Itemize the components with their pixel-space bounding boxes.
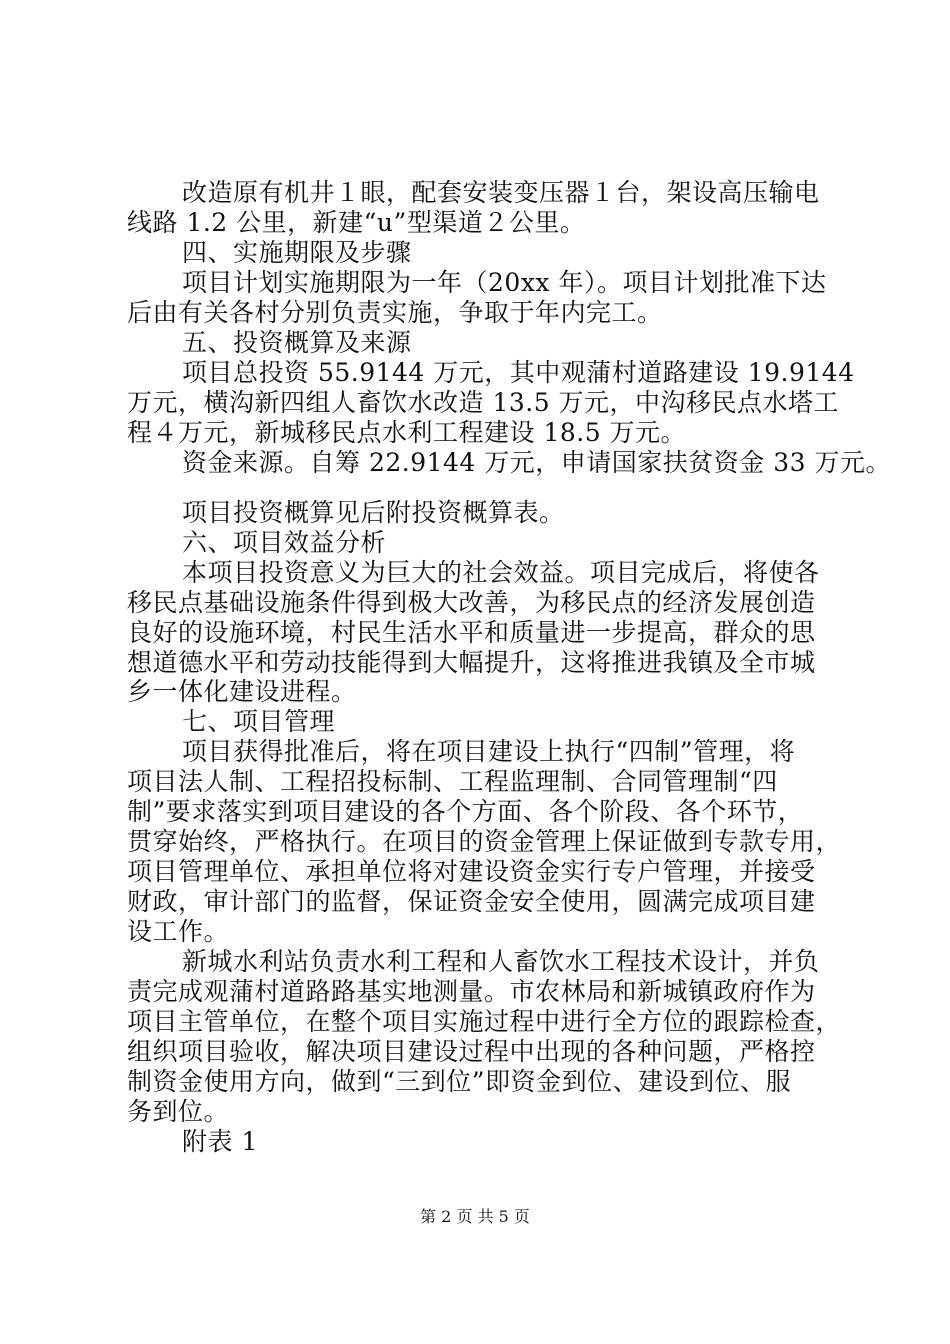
text-line: 项目投资概算见后附投资概算表。 <box>182 498 565 527</box>
text-line: 项目总投资 55.9144 万元，其中观蒲村道路建设 19.9144 <box>182 358 855 387</box>
text-line: 务到位。 <box>127 1097 230 1126</box>
text-line: 责完成观蒲村道路路基实地测量。市农林局和新城镇政府作为 <box>127 977 816 1006</box>
text-line: 设工作。 <box>127 917 230 946</box>
text-line: 项目获得批准后，将在项目建设上执行“四制”管理，将 <box>182 737 796 766</box>
section-heading: 四、实施期限及步骤 <box>182 238 412 267</box>
text-line: 资金来源。自筹 22.9144 万元，申请国家扶贫资金 33 万元。 <box>182 448 891 477</box>
text-line: 万元，横沟新四组人畜饮水改造 13.5 万元，中沟移民点水塔工 <box>127 388 840 417</box>
text-line: 良好的设施环境，村民生活水平和质量进一步提高，群众的思 <box>127 618 816 647</box>
text-line: 后由有关各村分别负责实施，争取于年内完工。 <box>127 298 663 327</box>
text-line: 项目法人制、工程招投标制、工程监理制、合同管理制“四 <box>127 767 778 796</box>
text-line: 贯穿始终，严格执行。在项目的资金管理上保证做到专款专用， <box>127 827 842 856</box>
text-line: 项目计划实施期限为一年（20xx 年）。项目计划批准下达 <box>182 268 827 297</box>
section-heading: 六、项目效益分析 <box>182 528 387 557</box>
text-line: 本项目投资意义为巨大的社会效益。项目完成后，将使各 <box>182 558 820 587</box>
text-line: 项目主管单位，在整个项目实施过程中进行全方位的跟踪检查， <box>127 1007 842 1036</box>
text-line: 项目管理单位、承担单位将对建设资金实行专户管理，并接受 <box>127 857 816 886</box>
text-line: 制”要求落实到项目建设的各个方面、各个阶段、各个环节， <box>127 797 804 826</box>
text-line: 改造原有机井１眼，配套安装变压器１台，架设高压输电 <box>182 178 820 207</box>
section-heading: 七、项目管理 <box>182 707 336 736</box>
text-line: 线路 1.2 公里，新建“u”型渠道２公里。 <box>127 208 586 237</box>
text-line: 新城水利站负责水利工程和人畜饮水工程技术设计，并负 <box>182 947 820 976</box>
text-line: 制资金使用方向，做到“三到位”即资金到位、建设到位、服 <box>127 1067 792 1096</box>
text-line: 想道德水平和劳动技能得到大幅提升，这将推进我镇及全市城 <box>127 648 816 677</box>
text-line: 程４万元，新城移民点水利工程建设 18.5 万元。 <box>127 418 687 447</box>
text-line: 财政，审计部门的监督，保证资金安全使用，圆满完成项目建 <box>127 887 816 916</box>
appendix-label: 附表 1 <box>182 1127 258 1156</box>
text-line: 乡一体化建设进程。 <box>127 677 357 706</box>
text-line: 移民点基础设施条件得到极大改善，为移民点的经济发展创造 <box>127 588 816 617</box>
text-line: 组织项目验收，解决项目建设过程中出现的各种问题，严格控 <box>127 1037 816 1066</box>
page-number-footer: 第 2 页 共 5 页 <box>420 1207 530 1226</box>
section-heading: 五、投资概算及来源 <box>182 328 412 357</box>
